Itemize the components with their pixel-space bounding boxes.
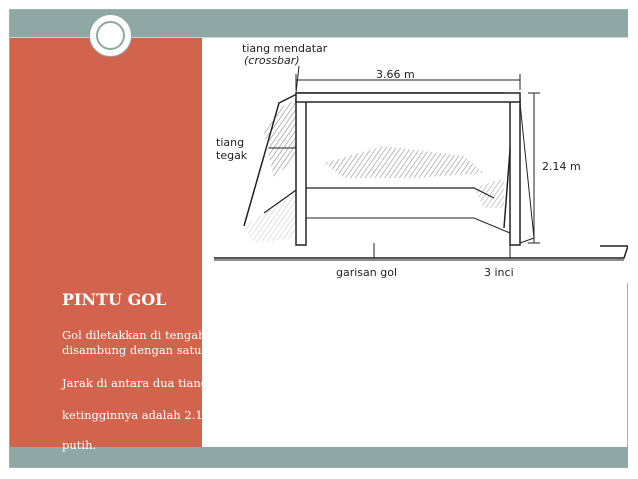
net-shading-right <box>474 178 504 208</box>
paragraph-colour: putih. <box>62 438 97 452</box>
label-post: tiang <box>216 136 245 149</box>
right-post <box>510 100 520 245</box>
paragraph-intro <box>62 328 610 358</box>
net-shading-left <box>264 98 299 178</box>
label-width: 3.66 m <box>376 68 415 81</box>
label-height: 2.14 m <box>542 160 581 173</box>
net-right-side <box>520 103 534 243</box>
goal-diagram <box>204 38 628 283</box>
crossbar <box>296 93 520 102</box>
net-shading-back <box>324 146 484 178</box>
paragraph-height: ketingginnya adalah 2.14 meter. Semua tiang di cat dengan warna <box>62 408 451 422</box>
section-heading: PINTU GOL <box>62 290 167 309</box>
label-goal-line: garisan gol <box>336 266 398 279</box>
paragraph-width: Jarak di antara dua tiang tengah adalah 3.66 meter manakala <box>62 376 423 390</box>
decorative-circle-inner <box>96 21 125 50</box>
label-inch: 3 inci <box>484 266 514 279</box>
paragraph-intro-text: Gol diletakkan di tengah garisan belakang. Ia dibuat dengan dua tiang gol tengah yang disambung dengan satu tiang mendatar <box>62 328 573 357</box>
label-post-sub: tegak <box>216 149 248 162</box>
ground-line <box>214 246 628 258</box>
label-crossbar: tiang mendatar <box>242 42 328 55</box>
left-post <box>296 100 306 245</box>
label-crossbar-sub: (crossbar) <box>244 54 300 67</box>
goal-illustration <box>204 38 628 283</box>
paragraph-intro-italic: (crossbar). <box>298 343 362 357</box>
